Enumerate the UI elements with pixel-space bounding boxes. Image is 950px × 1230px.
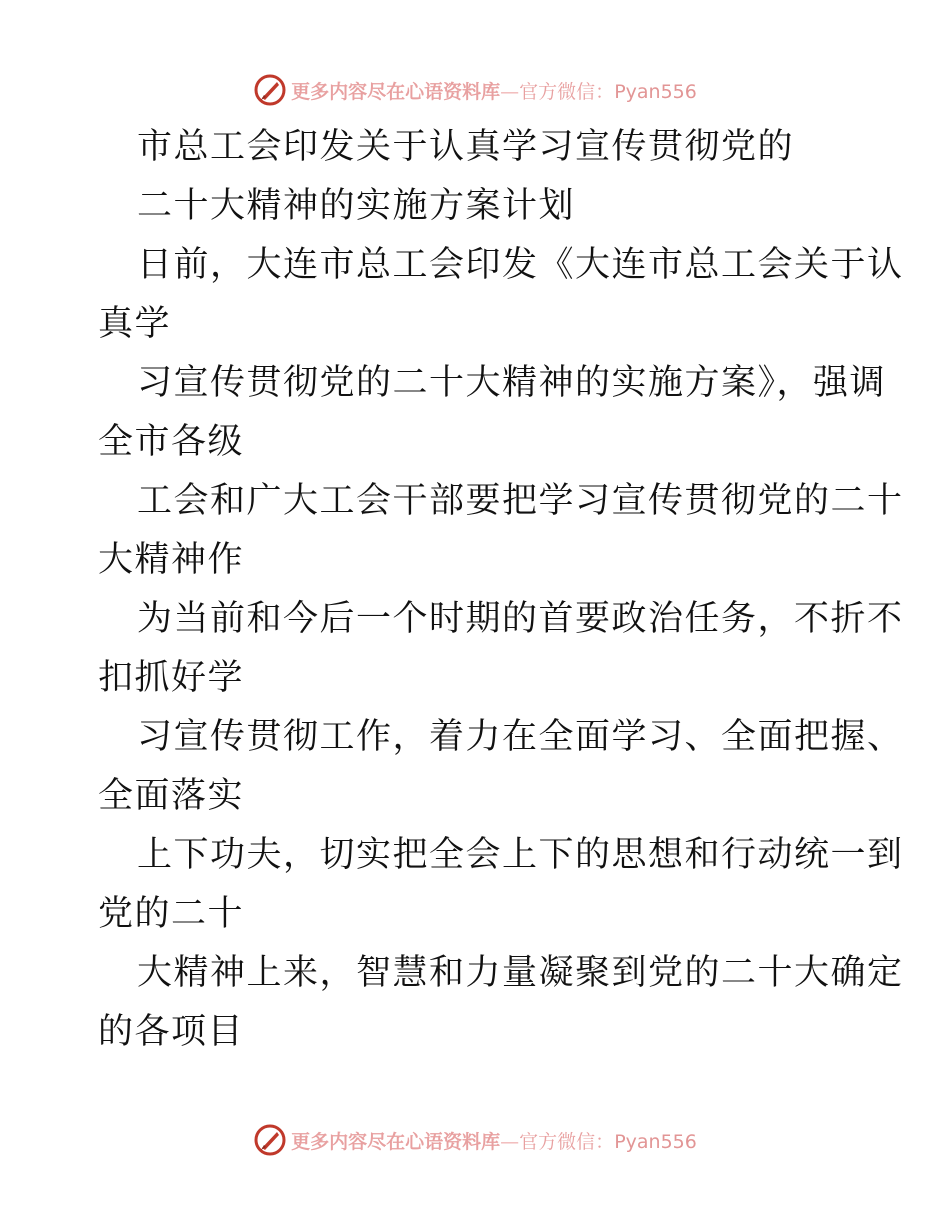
watermark-dash: — bbox=[500, 80, 520, 103]
paragraph-line: 大精神上来，智慧和力量凝聚到党的二十大确定 bbox=[137, 953, 904, 993]
watermark-id: Pyan556 bbox=[614, 80, 697, 103]
paragraph-line: 为当前和今后一个时期的首要政治任务，不折不 bbox=[137, 599, 904, 639]
document-title-line-2: 二十大精神的实施方案计划 bbox=[137, 186, 576, 226]
watermark-dash: — bbox=[500, 1130, 520, 1153]
paragraph-line: 的各项目 bbox=[98, 1012, 245, 1052]
paragraph-line: 习宣传贯彻工作，着力在全面学习、全面把握、 bbox=[137, 717, 904, 757]
watermark-text bbox=[291, 77, 697, 104]
paragraph-line: 上下功夫，切实把全会上下的思想和行动统一到 bbox=[137, 835, 904, 875]
paragraph-line: 全市各级 bbox=[98, 422, 245, 462]
paragraph-line: 全面落实 bbox=[98, 776, 245, 816]
watermark-brand: 更多内容尽在心语资料库 bbox=[291, 1130, 501, 1153]
paragraph-line: 日前，大连市总工会印发《大连市总工会关于认 bbox=[137, 245, 904, 285]
document-title-line-1: 市总工会印发关于认真学习宣传贯彻党的 bbox=[137, 127, 795, 167]
quill-pen-logo-icon bbox=[253, 73, 287, 107]
paragraph-line: 党的二十 bbox=[98, 894, 245, 934]
paragraph-line: 工会和广大工会干部要把学习宣传贯彻党的二十 bbox=[137, 481, 904, 521]
paragraph-line: 扣抓好学 bbox=[98, 658, 245, 698]
watermark-id: Pyan556 bbox=[614, 1130, 697, 1153]
footer-watermark bbox=[0, 1122, 950, 1158]
paragraph-line: 习宣传贯彻党的二十大精神的实施方案》，强调 bbox=[137, 363, 887, 403]
paragraph-line: 真学 bbox=[98, 304, 172, 344]
header-watermark bbox=[0, 72, 950, 108]
paragraph-line: 大精神作 bbox=[98, 540, 245, 580]
watermark-brand: 更多内容尽在心语资料库 bbox=[291, 80, 501, 103]
watermark-label: 官方微信： bbox=[519, 80, 615, 103]
watermark-label: 官方微信： bbox=[519, 1130, 615, 1153]
quill-pen-logo-icon bbox=[253, 1123, 287, 1157]
watermark-text bbox=[291, 1127, 697, 1154]
